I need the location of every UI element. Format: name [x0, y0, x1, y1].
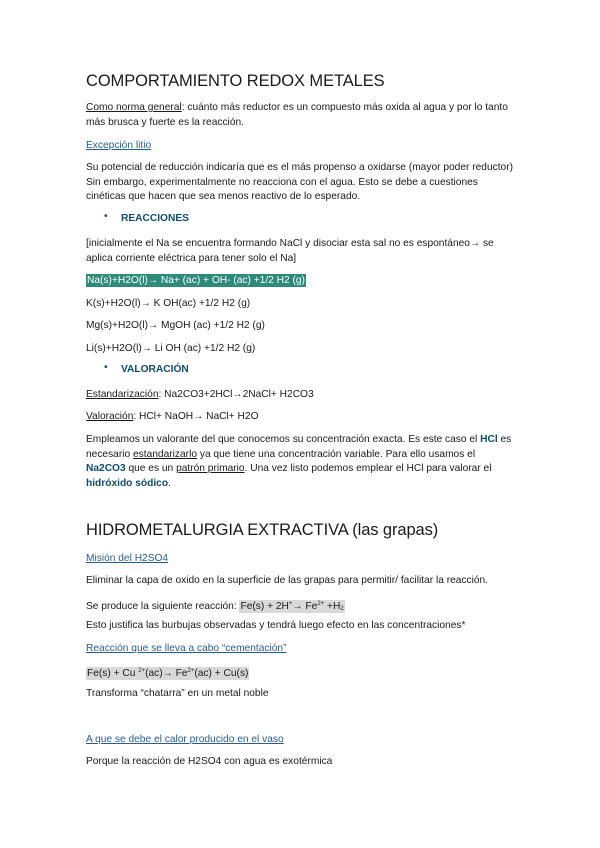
- mision-link[interactable]: Misión del H2SO4: [86, 553, 169, 564]
- produce-text: Se produce la siguiente reacción:: [86, 601, 240, 612]
- hidroxido-term: hidróxido sódico: [86, 477, 169, 489]
- calor-link[interactable]: A que se debe el calor producido en el vaso: [86, 734, 284, 745]
- cementacion-heading[interactable]: [86, 642, 516, 657]
- general-rule-paragraph: [86, 101, 516, 130]
- reaction-sub: 2: [340, 606, 344, 612]
- reaction-sup: 2+: [138, 668, 146, 674]
- reaction-mg: Mg(s)+H2O(l)→ MgOH (ac) +1/2 H2 (g): [86, 320, 265, 331]
- reaction-li: Li(s)+H2O(l)→ Li OH (ac) +1/2 H2 (g): [86, 343, 256, 354]
- valoracion-label: Valoración: [86, 411, 134, 422]
- valorante-paragraph: [86, 433, 516, 491]
- calor-text: Porque la reacción de H2SO4 con agua es exotérmica: [86, 756, 333, 767]
- reaction-sup: 2+: [187, 668, 195, 674]
- general-rule-text: : cuánto más reductor es un compuesto más oxida al agua y por lo tanto más brusca y fuerte es la reacción.: [86, 102, 508, 128]
- reaction-part: +H: [324, 601, 341, 612]
- exception-link[interactable]: Excepción litio: [86, 140, 152, 151]
- na2co3-term: Na2CO3: [86, 463, 126, 474]
- reaction-part: (ac)→ Fe: [145, 668, 188, 679]
- mision-heading[interactable]: [86, 552, 516, 567]
- exception-heading[interactable]: [86, 139, 516, 154]
- exception-paragraph: Su potencial de reducción indicaría que es el más propenso a oxidarse (mayor poder reductor) Sin embargo, experimentalmente no reacciona con el agua. Esto se debe a cuestiones cinéticas que hacen que sea menos reactivo de lo esperado.: [86, 162, 513, 202]
- valoracion-bullet: VALORACIÓN: [121, 364, 189, 375]
- patron-primario-term: patrón primario: [176, 463, 245, 474]
- reaction-na-highlight: Na(s)+H2O(l)→ Na+ (ac) + OH- (ac) +1/2 H2 (g): [87, 275, 305, 286]
- section-title-redox: COMPORTAMIENTO REDOX METALES: [86, 72, 385, 90]
- calor-heading[interactable]: [86, 733, 516, 748]
- para-part: .: [168, 477, 171, 489]
- reaction-part: Fe(s) + 2H: [240, 601, 289, 612]
- reactions-note: [inicialmente el Na se encuentra formando NaCl y disociar esta sal no es espontáneo→ se aplica corriente eléctrica para tener solo el Na]: [86, 238, 494, 264]
- para-part: . Una vez listo podemos emplear el HCl para valorar el: [244, 463, 492, 474]
- estandarizacion-line: [86, 388, 516, 403]
- cementacion-highlight: [86, 667, 249, 680]
- reaction-na: [86, 274, 516, 289]
- cementacion-link[interactable]: Reacción que se lleva a cabo “cementación”: [86, 643, 287, 654]
- estandarizacion-label: Estandarización: [86, 389, 159, 400]
- chatarra-text: Transforma “chatarra” en un metal noble: [86, 688, 269, 699]
- reaction-sup: 2+: [317, 601, 325, 607]
- para-part: que es un: [125, 463, 177, 474]
- reaction-part: → Fe: [292, 601, 318, 612]
- hcl-term: HCl: [480, 434, 498, 445]
- reaction-k: K(s)+H2O(l)→ K OH(ac) +1/2 H2 (g): [86, 298, 251, 309]
- reaction-part: (ac) + Cu(s): [194, 668, 249, 679]
- mision-text: Eliminar la capa de oxido en la superficie de las grapas para permitir/ facilitar la reacción.: [86, 575, 489, 586]
- valoracion-line: [86, 410, 516, 425]
- valoracion-text: : HCl+ NaOH→ NaCl+ H2O: [133, 411, 259, 422]
- general-rule-label: Como norma general: [86, 102, 182, 113]
- produce-reaction: [239, 600, 344, 613]
- section-title-hidrometalurgia: HIDROMETALURGIA EXTRACTIVA (las grapas): [86, 521, 439, 539]
- para-part: ya que tiene una concentración variable. Para ello usamos el: [197, 448, 476, 460]
- estandarizacion-text: : Na2CO3+2HCl→2NaCl+ H2CO3: [158, 389, 314, 400]
- reaction-part: Fe(s) + Cu: [87, 668, 139, 679]
- cementacion-reaction: [86, 664, 516, 682]
- reactions-bullet: REACCIONES: [121, 213, 189, 224]
- para-part: Empleamos un valorante del que conocemos su concentración exacta. Es este caso el: [86, 434, 481, 445]
- reaction-sup: +: [288, 601, 293, 607]
- burbujas-text: Esto justifica las burbujas observadas y tendrá luego efecto en las concentraciones*: [86, 620, 466, 631]
- produce-line: [86, 597, 516, 617]
- para-part: es necesario: [86, 434, 512, 460]
- estandarizarlo-term: estandarizarlo: [133, 448, 198, 460]
- bullet-dot-icon: •: [104, 362, 108, 373]
- bullet-dot-icon: •: [104, 211, 108, 222]
